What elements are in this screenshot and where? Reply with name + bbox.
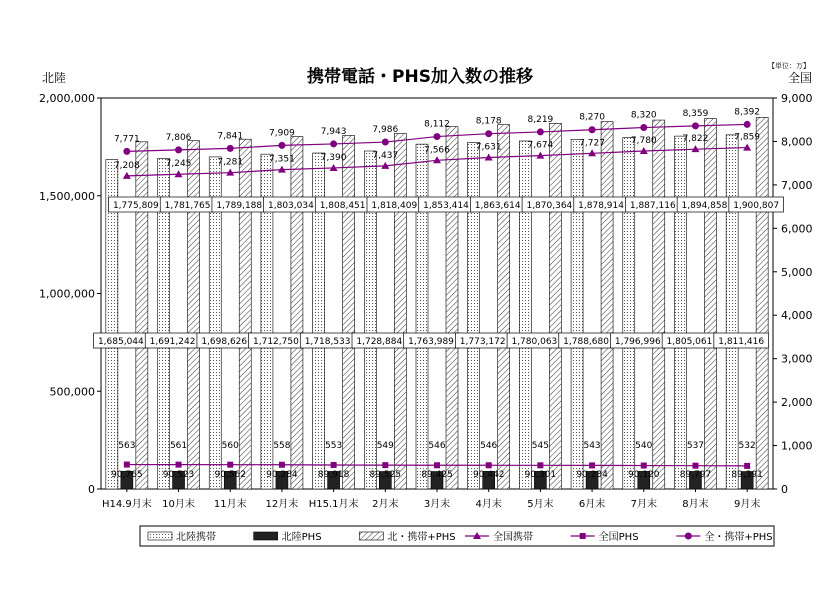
legend-marker-square [580,533,586,539]
line-2-value-label: 546 [428,441,446,451]
bar-3 [394,134,406,489]
bar-3-value-label: 1,894,858 [681,201,728,211]
right-tick-label: 4,000 [781,309,813,323]
marker-circle [123,148,130,155]
line-3-value-label: 7,841 [217,131,244,142]
bar-2-value-label: 89,797 [679,470,712,480]
x-tick-label: 11月末 [213,499,247,510]
line-2-value-label: 543 [583,441,601,451]
legend-marker-circle [685,533,692,540]
bar-1 [674,136,686,489]
legend-label: 全国PHS [598,532,639,543]
line-1-value-label: 7,859 [734,132,761,143]
x-tick-label: 2月末 [372,499,399,510]
line-3-value-label: 7,986 [372,125,399,136]
marker-circle [537,128,544,135]
bar-3-value-label: 1,863,614 [474,201,521,211]
bar-2-value-label: 89,391 [731,470,763,480]
legend-label: 全・携帯+PHS [704,532,773,543]
bar-2-value-label: 90,765 [111,470,143,480]
right-tick-label: 0 [781,483,788,496]
x-tick-label: 3月末 [423,499,451,510]
bar-3-value-label: 1,818,409 [371,201,418,211]
marker-circle [640,124,647,131]
line-3-value-label: 7,771 [113,134,140,145]
bar-1-value-label: 1,763,989 [408,337,454,347]
line-3-value-label: 7,943 [320,126,347,137]
line-2-value-label: 546 [480,441,498,451]
bar-1 [726,135,738,489]
legend-label: 北・携帯+PHS [387,532,456,543]
bar-3 [653,120,665,489]
right-tick-label: 7,000 [781,178,813,192]
bar-3-value-label: 1,887,116 [629,201,676,211]
bar-2-value-label: 90,562 [214,470,246,480]
line-2-value-label: 549 [376,441,394,451]
bar-3-value-label: 1,789,188 [216,201,263,211]
legend-label: 全国携帯 [493,532,533,543]
legend-swatch [148,532,172,540]
bar-2-value-label: 90,120 [628,470,660,480]
marker-square [744,463,750,469]
bar-1 [416,144,428,489]
line-1-value-label: 7,351 [269,154,295,165]
bar-3 [343,135,355,489]
line-2-value-label: 563 [118,441,136,451]
bar-3-value-label: 1,870,364 [526,201,573,211]
right-tick-label: 1,000 [781,439,813,453]
marker-square [641,463,647,469]
bar-3 [136,142,148,489]
bar-3 [188,141,200,489]
left-tick-label: 500,000 [49,385,95,399]
line-3-value-label: 8,178 [475,116,502,127]
line-2-value-label: 553 [325,441,343,451]
x-tick-label: 9月末 [733,499,761,510]
bar-1 [571,139,583,489]
right-axis-label: 全国 [788,71,813,85]
marker-square [227,462,233,468]
line-1-value-label: 7,674 [527,140,554,151]
line-1-value-label: 7,566 [424,145,450,156]
line-2-value-label: 532 [738,441,756,451]
unit-note: 【単位：万】 [768,62,810,70]
bar-3-value-label: 1,878,914 [578,201,624,211]
marker-square [589,462,595,468]
bar-3 [498,125,510,489]
bar-3 [549,123,561,489]
x-tick-label: 12月末 [265,499,299,510]
chart-title: 携帯電話・PHS加入数の推移 [307,67,533,87]
right-tick-label: 5,000 [781,265,813,279]
right-tick-label: 6,000 [781,222,813,236]
bar-3-value-label: 1,781,765 [164,201,211,211]
right-tick-label: 9,000 [781,92,813,105]
line-1-value-label: 7,245 [165,159,192,170]
bar-1-value-label: 1,728,884 [356,337,403,347]
right-tick-label: 3,000 [781,352,813,366]
bar-3-value-label: 1,775,809 [112,201,159,211]
bar-1-value-label: 1,796,996 [614,337,661,347]
marker-circle [175,146,182,153]
marker-square [486,462,492,468]
line-3-value-label: 8,359 [682,108,709,119]
line-2-value-label: 561 [169,441,188,451]
marker-square [537,462,543,468]
x-tick-label: 10月末 [162,499,195,510]
bar-1-value-label: 1,773,172 [459,337,506,347]
bar-2-value-label: 90,284 [266,470,298,480]
marker-circle [692,122,699,129]
bar-1-value-label: 1,698,626 [201,337,248,347]
line-1-value-label: 7,437 [372,150,399,161]
line-1-value-label: 7,281 [217,157,244,168]
x-tick-label: 5月末 [527,499,554,510]
line-3-value-label: 7,909 [269,128,295,139]
bar-2-value-label: 90,234 [576,470,608,480]
bar-3 [446,127,458,489]
bar-1-value-label: 1,718,533 [304,337,351,347]
bar-3-value-label: 1,853,414 [423,201,469,211]
marker-square [692,463,698,469]
line-1-value-label: 7,822 [682,134,709,145]
bar-3-value-label: 1,808,451 [319,201,366,211]
marker-circle [434,133,441,140]
line-1-value-label: 7,208 [113,160,140,171]
legend-label: 北陸PHS [281,532,322,543]
bar-1-value-label: 1,685,044 [97,337,144,347]
bar-2-value-label: 90,442 [472,470,505,480]
line-2-value-label: 558 [273,441,291,451]
line-1-value-label: 7,631 [475,142,502,153]
line-2-value-label: 537 [686,441,705,451]
marker-square [124,462,130,468]
marker-square [279,462,285,468]
line-2-value-label: 560 [221,441,239,451]
line-3-value-label: 8,112 [424,119,450,130]
left-tick-label: 0 [88,483,95,496]
right-tick-label: 8,000 [781,135,813,149]
marker-circle [278,142,285,149]
bar-3-value-label: 1,900,807 [733,201,780,211]
marker-circle [330,140,337,147]
marker-circle [589,126,596,133]
bar-3 [704,119,716,489]
bar-1-value-label: 1,691,242 [149,337,196,347]
bar-2-value-label: 90,523 [162,470,195,480]
left-axis-label: 北陸 [42,71,67,85]
line-3-value-label: 7,806 [165,132,192,143]
bar-1 [468,142,480,489]
right-tick-label: 2,000 [781,396,813,410]
marker-square [331,462,337,468]
left-tick-label: 2,000,000 [39,92,95,105]
right-y-axis [773,92,813,496]
marker-circle [485,130,492,137]
bar-2-value-label: 89,918 [317,470,350,480]
marker-circle [382,139,389,146]
line-3-value-label: 8,219 [527,114,554,125]
x-axis [102,489,760,510]
x-tick-label: H14.9月末 [101,499,152,510]
bar-1-value-label: 1,788,680 [563,337,609,347]
bar-3 [756,117,768,489]
marker-square [434,462,440,468]
marker-square [176,462,182,468]
line-1-value-label: 7,727 [579,138,605,149]
bar-1-value-label: 1,712,750 [253,337,299,347]
line-1-value-label: 7,390 [320,152,347,163]
bar-2-value-label: 90,301 [524,470,557,480]
bar-1-value-label: 1,780,063 [511,337,558,347]
line-3-value-label: 8,270 [579,112,605,123]
bar-1 [519,141,531,489]
x-tick-label: 4月末 [475,499,502,510]
legend-swatch [254,532,278,540]
bar-1 [623,138,635,489]
legend [140,526,774,546]
x-tick-label: 8月末 [682,499,709,510]
marker-circle [227,145,234,152]
bar-3 [291,137,303,489]
x-tick-label: H15.1月末 [308,499,359,510]
line-2-value-label: 540 [635,441,653,451]
line-1-value-label: 7,780 [630,136,657,147]
bar-2-value-label: 89,525 [369,470,402,480]
line-3-value-label: 8,392 [734,107,761,118]
bar-2-value-label: 89,425 [421,470,453,480]
x-tick-label: 6月末 [578,499,606,510]
legend-label: 北陸携帯 [176,532,216,543]
bar-3 [601,122,613,489]
marker-square [382,462,388,468]
line-3-value-label: 8,320 [630,110,657,121]
marker-circle [744,121,751,128]
left-y-axis [39,92,101,496]
bar-3 [239,139,251,489]
x-tick-label: 7月末 [630,499,657,510]
bar-3-value-label: 1,803,034 [268,201,314,211]
legend-swatch [359,532,383,540]
left-tick-label: 1,500,000 [39,189,95,203]
bar-1-value-label: 1,811,416 [718,337,765,347]
bar-1-value-label: 1,805,061 [666,337,713,347]
left-tick-label: 1,000,000 [39,287,95,301]
line-2-value-label: 545 [531,441,549,451]
